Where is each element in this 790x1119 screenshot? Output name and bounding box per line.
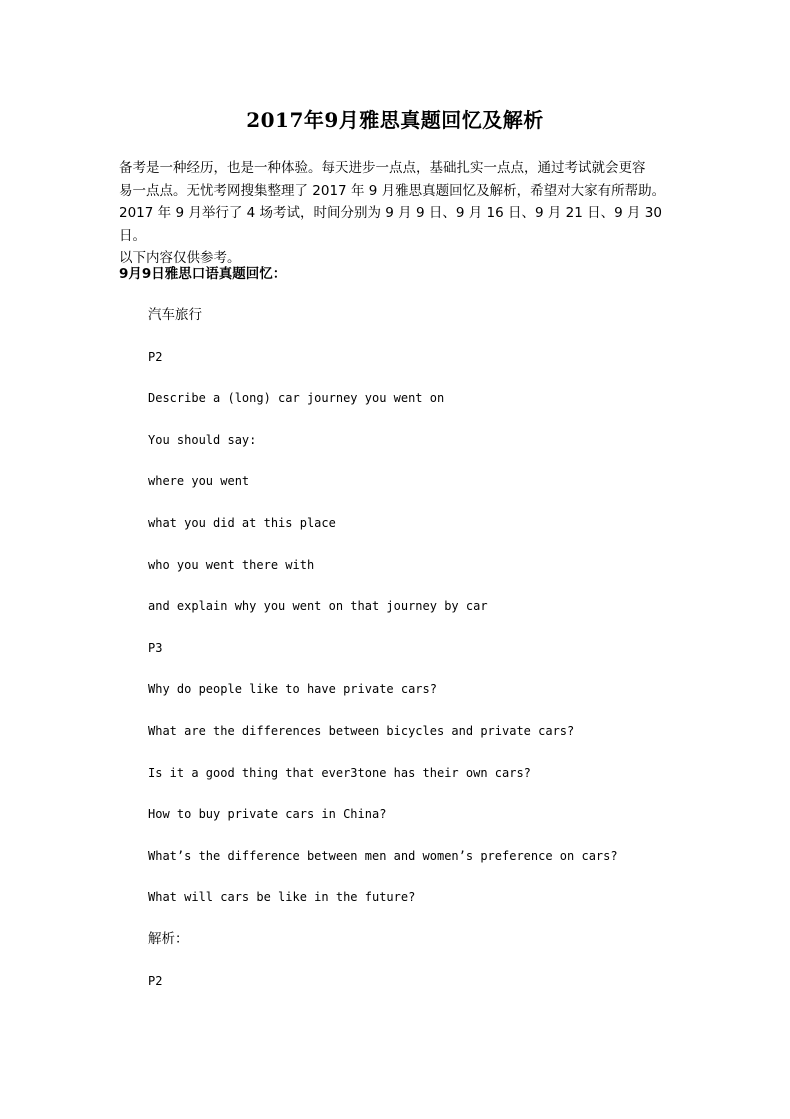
intro-line: 备考是一种经历，也是一种体验。每天进步一点点，基础扎实一点点，通过考试就会更容 (119, 160, 646, 176)
analysis-label: 解析： (148, 930, 189, 947)
part3-question: Is it a good thing that ever3tone has their own cars? (148, 765, 531, 780)
cue-card-line: Describe a (long) car journey you went on (148, 391, 445, 406)
part3-question: What’s the difference between men and women’s preference on cars? (148, 848, 618, 863)
part3-label: P3 (148, 640, 163, 655)
part3-question: What will cars be like in the future? (148, 890, 416, 905)
cue-card-line: what you did at this place (148, 515, 336, 530)
cue-card-line: You should say: (148, 432, 257, 447)
part3-question: What are the differences between bicycles and private cars? (148, 723, 575, 738)
section-heading: 9月9日雅思口语真题回忆： (119, 266, 287, 282)
intro-paragraph (119, 157, 679, 270)
part3-question: Why do people like to have private cars? (148, 682, 437, 697)
document-title: 2017年9月雅思真题回忆及解析 (246, 108, 544, 132)
analysis-part-label: P2 (148, 973, 163, 988)
part3-question: How to buy private cars in China? (148, 807, 387, 822)
intro-line: 易一点点。无忧考网搜集整理了 2017 年 9 月雅思真题回忆及解析，希望对大家有所帮助。 (119, 182, 666, 199)
cue-card-line: and explain why you went on that journey by car (148, 599, 488, 614)
question-content (148, 304, 748, 1011)
cue-card-line: who you went there with (148, 557, 315, 572)
intro-line: 以下内容仅供参考。 (119, 250, 241, 266)
part2-label: P2 (148, 349, 163, 364)
topic-label: 汽车旅行 (148, 307, 202, 323)
cue-card-line: where you went (148, 474, 250, 489)
intro-line: 2017 年 9 月举行了 4 场考试，时间分别为 9 月 9 日、9 月 16 日、9 月 21 日、9 月 30 日。 (119, 205, 662, 244)
